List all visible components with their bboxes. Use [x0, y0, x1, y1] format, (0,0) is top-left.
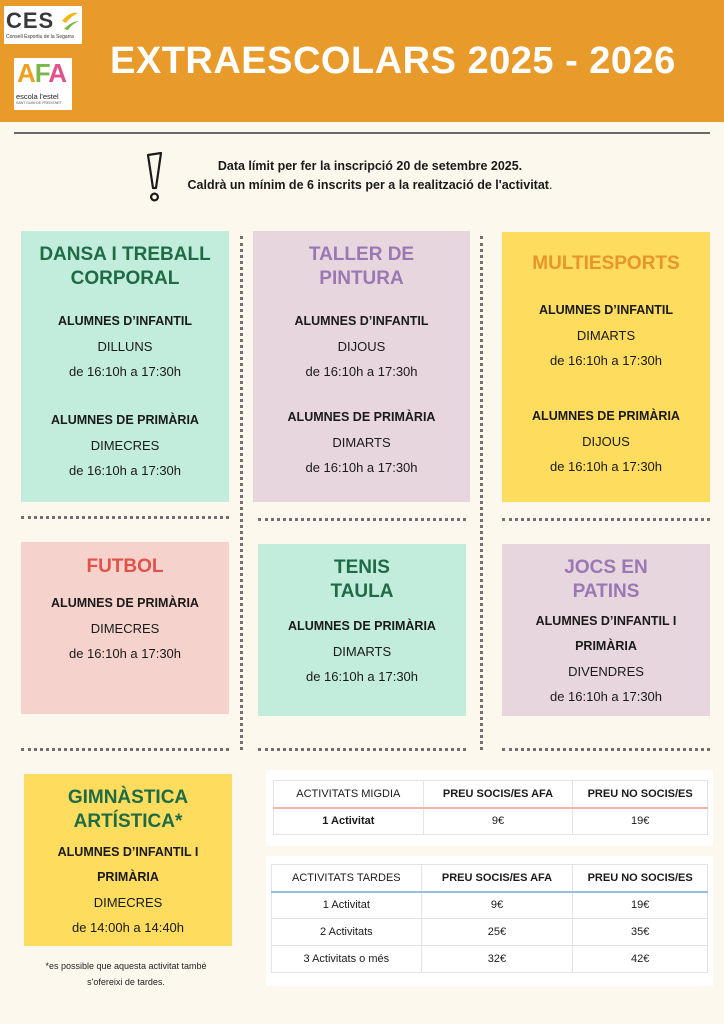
activity-card-tenis	[258, 544, 466, 716]
afa-logo-town: SANT GUIM DE FREIXENET	[16, 101, 62, 105]
card-day: DIMARTS	[576, 328, 636, 343]
card-group: ALUMNES D’INFANTIL	[57, 314, 193, 328]
card-group: ALUMNES D’INFANTIL I	[57, 845, 199, 859]
notice-minimum	[170, 176, 570, 195]
registration-notice	[170, 157, 570, 195]
card-group-line2: PRIMÀRIA	[97, 870, 159, 884]
activity-card-multiesports	[502, 232, 710, 502]
card-time: de 16:10h a 17:30h	[549, 689, 663, 704]
card-title-line2: TAULA	[330, 581, 394, 602]
table-header: PREU SOCIS/ES AFA	[423, 781, 573, 808]
activity-card-patins	[502, 544, 710, 716]
header-banner	[0, 0, 724, 122]
table-cell: 32€	[421, 946, 573, 973]
card-day: DIVENDRES	[568, 664, 644, 679]
notice-minimum-text: Caldrà un mínim de 6 inscrits per a la realització de l'activitat	[187, 178, 549, 192]
table-row	[272, 919, 708, 946]
table-cell: 19€	[573, 892, 708, 919]
card-group: ALUMNES D’INFANTIL I	[535, 614, 677, 628]
header-divider	[14, 132, 710, 134]
table-row	[274, 808, 708, 835]
card-group: ALUMNES DE PRIMÀRIA	[288, 619, 436, 633]
card-title: TALLER DE	[308, 244, 415, 265]
exclamation-icon	[144, 152, 166, 204]
activity-card-gimnastica	[24, 774, 232, 946]
card-day: DILLUNS	[97, 339, 153, 354]
card-time: de 16:10h a 17:30h	[549, 459, 663, 474]
card-group-line2: PRIMÀRIA	[575, 639, 637, 653]
card-title: FUTBOL	[86, 556, 164, 577]
card-title: JOCS EN	[564, 557, 648, 578]
card-day: DIJOUS	[337, 339, 386, 354]
table-header: PREU NO SOCIS/ES	[573, 781, 708, 808]
card-group: ALUMNES D’INFANTIL	[538, 303, 674, 317]
card-day: DIMARTS	[332, 644, 392, 659]
dotted-separator	[258, 748, 466, 751]
card-time: de 16:10h a 17:30h	[305, 669, 419, 684]
table-cell: 1 Activitat	[274, 808, 424, 835]
dotted-separator	[21, 516, 229, 519]
dotted-separator-vertical	[480, 236, 483, 750]
table-cell: 19€	[573, 808, 708, 835]
card-group: ALUMNES DE PRIMÀRIA	[287, 410, 436, 424]
notice-minimum-period: .	[548, 178, 553, 192]
dotted-separator	[502, 748, 710, 751]
ces-logo	[4, 6, 82, 44]
table-header: PREU NO SOCIS/ES	[573, 865, 708, 892]
footnote-line1: *es possible que aquesta activitat també	[45, 961, 207, 971]
card-title: MULTIESPORTS	[532, 253, 680, 274]
card-day: DIMECRES	[93, 895, 163, 910]
card-title-line2: PINTURA	[319, 268, 404, 289]
card-group: ALUMNES D’INFANTIL	[294, 314, 429, 328]
ces-swoosh-icon	[60, 9, 80, 31]
activity-card-dansa	[21, 231, 229, 502]
page-title: EXTRAESCOLARS 2025 - 2026	[110, 40, 676, 82]
card-title: GIMNÀSTICA	[67, 787, 189, 808]
table-header: PREU SOCIS/ES AFA	[421, 865, 573, 892]
card-time: de 16:10h a 17:30h	[68, 463, 182, 478]
table-cell: 3 Activitats o més	[272, 946, 422, 973]
afa-logo-subtitle: escola l'estel	[16, 92, 59, 101]
footnote-line2: s'ofereixi de tardes.	[87, 977, 165, 987]
card-title-line2: ARTÍSTICA*	[73, 811, 183, 832]
notice-deadline: Data límit per fer la inscripció 20 de setembre 2025.	[217, 159, 523, 173]
card-group: ALUMNES DE PRIMÀRIA	[51, 596, 199, 610]
table-cell: 42€	[573, 946, 708, 973]
dotted-separator	[502, 518, 710, 521]
table-header: ACTIVITATS MIGDIA	[274, 781, 424, 808]
card-title: DANSA I TREBALL	[39, 244, 211, 265]
card-day: DIMECRES	[90, 621, 160, 636]
table-header: ACTIVITATS TARDES	[272, 865, 422, 892]
card-time: de 14:00h a 14:40h	[71, 920, 185, 935]
afa-logo-word: AFA	[17, 58, 67, 88]
card-day: DIMARTS	[332, 435, 391, 450]
card-group: ALUMNES DE PRIMÀRIA	[51, 413, 199, 427]
card-title: TENIS	[334, 557, 390, 578]
dotted-separator	[21, 748, 229, 751]
card-day: DIMECRES	[90, 438, 160, 453]
card-time: de 16:10h a 17:30h	[305, 364, 418, 379]
activity-card-pintura	[253, 231, 470, 502]
table-header-row	[274, 781, 708, 808]
card-day: DIJOUS	[582, 434, 630, 449]
table-cell: 9€	[421, 892, 573, 919]
table-cell: 2 Activitats	[272, 919, 422, 946]
card-title-line2: CORPORAL	[70, 268, 180, 289]
table-cell: 9€	[423, 808, 573, 835]
card-time: de 16:10h a 17:30h	[549, 353, 663, 368]
footnote	[28, 958, 224, 990]
dotted-separator-vertical	[240, 236, 243, 750]
table-cell: 1 Activitat	[272, 892, 422, 919]
card-time: de 16:10h a 17:30h	[68, 646, 182, 661]
afa-logo	[14, 58, 72, 110]
activity-card-futbol	[21, 542, 229, 714]
card-time: de 16:10h a 17:30h	[305, 460, 418, 475]
price-table-midday	[273, 780, 708, 835]
ces-logo-word: CES	[6, 8, 55, 33]
table-cell: 35€	[573, 919, 708, 946]
table-header-row	[272, 865, 708, 892]
ces-logo-subtitle: Consell Esportiu de la Segarra	[6, 34, 74, 40]
table-cell: 25€	[421, 919, 573, 946]
price-table-afternoon	[271, 864, 708, 973]
table-row	[272, 892, 708, 919]
card-title-line2: PATINS	[572, 581, 640, 602]
dotted-separator	[258, 518, 466, 521]
table-row	[272, 946, 708, 973]
card-time: de 16:10h a 17:30h	[68, 364, 182, 379]
card-group: ALUMNES DE PRIMÀRIA	[532, 409, 680, 423]
